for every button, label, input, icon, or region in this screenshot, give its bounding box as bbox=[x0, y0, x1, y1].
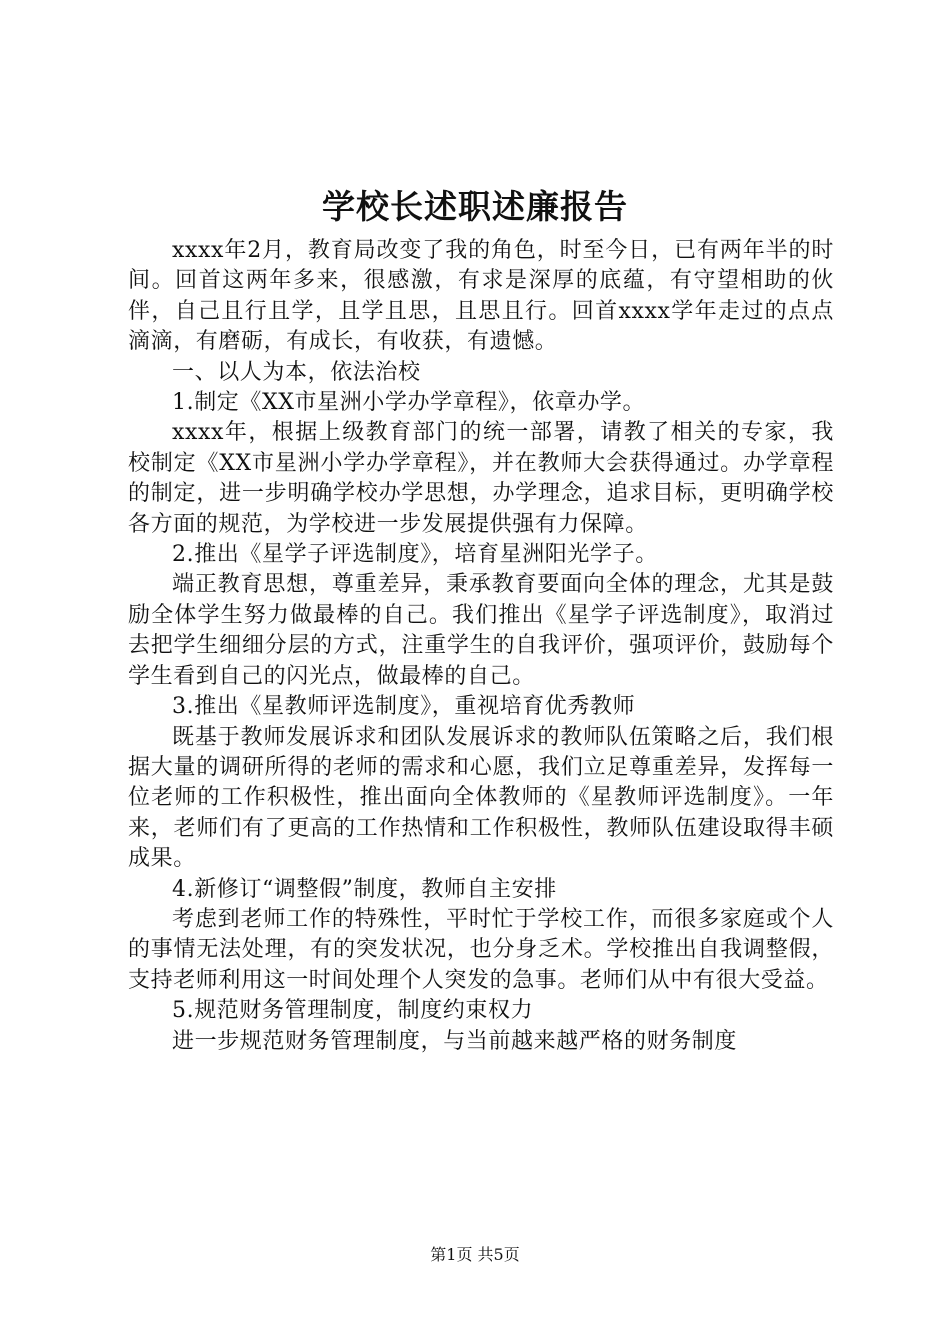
subheading-5: 5.规范财务管理制度，制度约束权力 bbox=[172, 998, 534, 1024]
paragraph-5: 进一步规范财务管理制度，与当前越来越严格的财务制度 bbox=[172, 1028, 738, 1054]
section-heading-1: 一、以人为本，依法治校 bbox=[172, 359, 421, 385]
paragraph-3: 既基于教师发展诉求和团队发展诉求的教师队伍策略之后，我们根据大量的调研所得的老师的需求和心愿，我们立足尊重差异，发挥每一位老师的工作积极性，推出面向全体教师的《星教师评选制度》。一年来，老师们有了更高的工作热情和工作积极性，教师队伍建设取得丰硕成果。 bbox=[128, 724, 834, 872]
paragraph-1: xxxx年，根据上级教育部门的统一部署，请教了相关的专家，我校制定《XX市星洲小学办学章程》，并在教师大会获得通过。办学章程的制定，进一步明确学校办学思想，办学理念，追求目标，更明确学校各方面的规范，为学校进一步发展提供强有力保障。 bbox=[128, 420, 834, 537]
paragraph-4: 考虑到老师工作的特殊性，平时忙于学校工作，而很多家庭或个人的事情无法处理，有的突发状况，也分身乏术。学校推出自我调整假，支持老师利用这一时间处理个人突发的急事。老师们从中有很大受益。 bbox=[128, 906, 834, 993]
paragraph-intro: xxxx年2月，教育局改变了我的角色，时至今日，已有两年半的时间。回首这两年多来，很感激，有求是深厚的底蕴，有守望相助的伙伴，自己且行且学，且学且思，且思且行。回首xxxx学年走过的点点滴滴，有磨砺，有成长，有收获，有遗憾。 bbox=[128, 238, 834, 355]
subheading-2: 2.推出《星学子评选制度》，培育星洲阳光学子。 bbox=[172, 542, 658, 568]
paragraph-2: 端正教育思想，尊重差异，秉承教育要面向全体的理念，尤其是鼓励全体学生努力做最棒的自己。我们推出《星学子评选制度》，取消过去把学生细细分层的方式，注重学生的自我评价，强项评价，鼓励每个学生看到自己的闪光点，做最棒的自己。 bbox=[128, 572, 834, 689]
subheading-1: 1.制定《XX市星洲小学办学章程》，依章办学。 bbox=[172, 390, 646, 416]
page-footer: 第1页 共5页 bbox=[430, 1245, 520, 1264]
document-body bbox=[128, 236, 834, 1057]
subheading-4: 4.新修订“调整假”制度，教师自主安排 bbox=[172, 876, 557, 902]
subheading-3: 3.推出《星教师评选制度》，重视培育优秀教师 bbox=[172, 694, 636, 720]
document-title: 学校长述职述廉报告 bbox=[322, 187, 628, 226]
